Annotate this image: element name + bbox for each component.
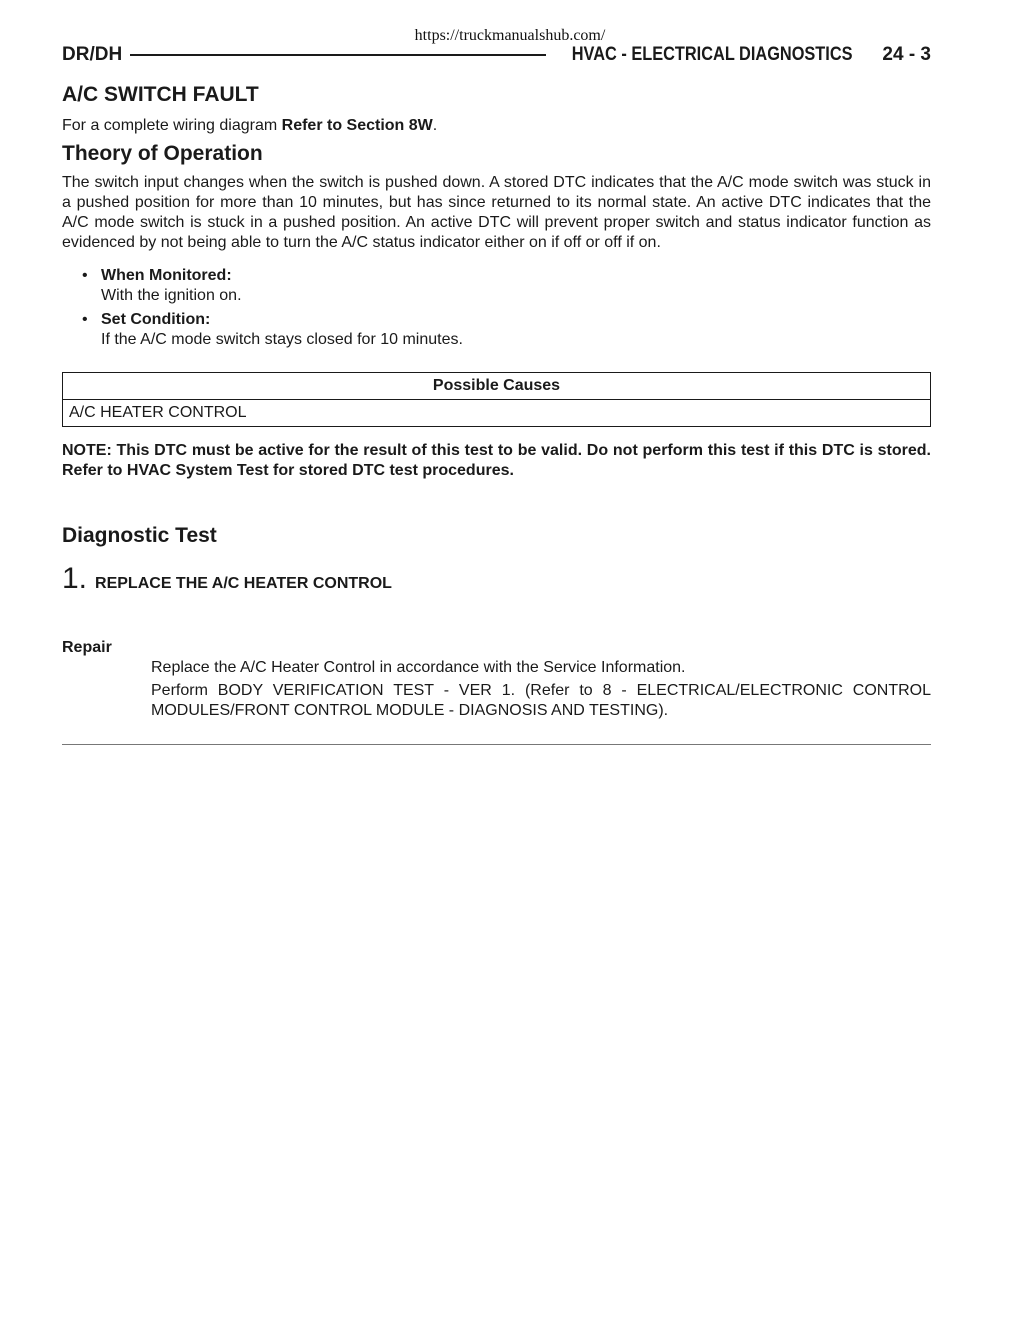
table-header-row — [63, 373, 931, 400]
repair-line: Perform BODY VERIFICATION TEST - VER 1. (Refer to 8 - ELECTRICAL/ELECTRONIC CONTROL MODULES/FRONT CONTROL MODULE - DIAGNOSIS AND TESTING). — [151, 682, 931, 719]
step-number: 1. — [62, 562, 88, 595]
wiring-reference-end: . — [432, 117, 438, 134]
test-step — [62, 562, 392, 596]
list-item — [62, 310, 931, 350]
theory-body: The switch input changes when the switch is pushed down. A stored DTC indicates that the A/C mode switch was stuck in a pushed position for more than 10 minutes, but has since returned to its normal state. An active DTC indicates that the A/C mode switch is stuck in a pushed position. An active DTC will prevent proper switch and status indicator function as evidenced by not being able to turn the A/C status indicator either on if off or off if on. — [62, 174, 931, 251]
repair-line: Replace the A/C Heater Control in accordance with the Service Information. — [151, 659, 686, 676]
conditions-list — [62, 266, 931, 354]
table-cell: A/C HEATER CONTROL — [63, 400, 931, 427]
condition-text: With the ignition on. — [101, 287, 242, 304]
wiring-reference-link: Refer to Section 8W — [281, 117, 433, 134]
possible-causes-table — [62, 372, 931, 427]
wiring-reference — [62, 117, 437, 135]
header-rule — [130, 54, 546, 56]
source-url: https://truckmanualshub.com/ — [414, 27, 606, 44]
condition-title: Set Condition: — [101, 311, 211, 328]
header-model: DR/DH — [62, 44, 123, 65]
end-divider — [62, 744, 931, 745]
header-section: HVAC - ELECTRICAL DIAGNOSTICS — [571, 44, 853, 65]
condition-text: If the A/C mode switch stays closed for 10 minutes. — [101, 331, 463, 348]
repair-heading: Repair — [62, 639, 112, 656]
bullet-icon: • — [82, 311, 88, 328]
table-row — [63, 400, 931, 427]
table-header: Possible Causes — [63, 373, 931, 400]
page-number: 24 - 3 — [882, 44, 931, 65]
theory-heading: Theory of Operation — [62, 142, 263, 165]
diagnostic-heading: Diagnostic Test — [62, 524, 217, 547]
note: NOTE: This DTC must be active for the result of this test to be valid. Do not perform this test if this DTC is stored. Refer to HVAC System Test for stored DTC test procedures. — [62, 442, 931, 479]
page-title: A/C SWITCH FAULT — [62, 83, 259, 106]
repair-instructions — [151, 658, 931, 724]
list-item — [62, 266, 931, 306]
wiring-reference-text: For a complete wiring diagram — [62, 117, 282, 134]
condition-title: When Monitored: — [101, 267, 232, 284]
running-header — [62, 43, 931, 67]
step-title: REPLACE THE A/C HEATER CONTROL — [95, 575, 392, 592]
bullet-icon: • — [82, 267, 88, 284]
